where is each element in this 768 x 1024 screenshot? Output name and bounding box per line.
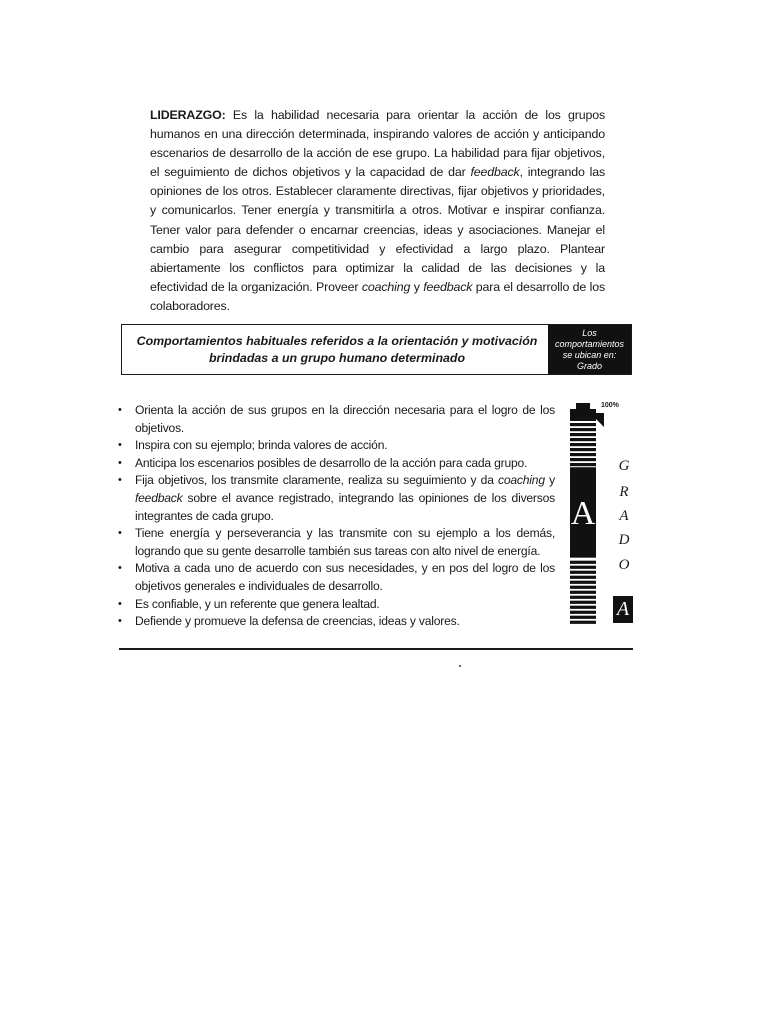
gauge-stripe [570, 571, 596, 574]
behavior-item: • Motiva a cada uno de acuerdo con sus necesidades, y en pos del logro de los objetivos generales e individuales de desarrollo. [118, 561, 555, 593]
grade-note-line4: Grado [576, 360, 602, 371]
gauge-stripe [570, 453, 596, 456]
intro-text-2: , integrando las opiniones de los otros. Establecer claramente directivas, fijar objetivos y prioridades, y comunicarlos. Tener energía y transmitirla a otros. Motivar e inspirar confianza. Tener valor para defender o encarnar creencias, ideas y asociaciones. Manejar el cambio para asegurar competitividad y efectividad a largo plazo. Plantear abiertamente los conflictos para optimizar la calidad de las decisiones y la efectividad de la organización. Proveer [150, 165, 605, 294]
gauge-stripe [570, 443, 596, 446]
behaviors-list [118, 402, 555, 631]
intro-em-coaching: coaching [361, 279, 411, 294]
bottom-divider [119, 648, 633, 650]
gauge-stripe [570, 606, 596, 609]
gauge-stripe [570, 616, 596, 619]
grade-note-line1: Los [582, 327, 597, 338]
grado-letter-r: R [619, 484, 629, 500]
intro-text-4: para el desarrollo de los colaboradores. [150, 279, 605, 313]
bullet-icon: • [118, 474, 122, 487]
intro-text-3: y [410, 279, 424, 294]
gauge-level-letter: A [570, 495, 596, 532]
bullet-icon: • [118, 562, 122, 575]
gauge-stripe [570, 423, 596, 426]
behaviors-title-line2: brindadas a un grupo humano determinado [208, 351, 466, 365]
intro-em-feedback-2: feedback [423, 279, 473, 294]
intro-em-feedback: feedback [470, 165, 520, 180]
grado-letter-g: G [618, 458, 630, 474]
gauge-stripe [570, 601, 596, 604]
gauge-stripe [570, 458, 596, 461]
grade-note-line2: comportamientos [554, 338, 625, 349]
intro-paragraph [150, 106, 605, 316]
intro-term: LIDERAZGO: [150, 108, 226, 122]
gauge-stripe [570, 448, 596, 451]
behavior-item: • Anticipa los escenarios posibles de desarrollo de la acción para cada grupo. [118, 455, 555, 473]
behavior-item: • Inspira con su ejemplo; brinda valores de acción. [118, 437, 555, 455]
scan-speck [459, 665, 461, 667]
grade-note-line3: se ubican en: [562, 349, 617, 360]
gauge-stripe [570, 621, 596, 624]
grado-letter-o: O [618, 557, 630, 573]
grado-letter-d: D [618, 532, 630, 548]
gauge-stripe [570, 581, 596, 584]
bullet-icon: • [118, 456, 122, 469]
bullet-icon: • [118, 404, 122, 416]
gauge-stripe [570, 463, 596, 466]
gauge-stripe [570, 596, 596, 599]
behaviors-header [121, 324, 632, 375]
gauge-stripe [570, 566, 596, 569]
behavior-item: • Defiende y promueve la defensa de creencias, ideas y valores. [118, 613, 555, 631]
bullet-icon: • [118, 597, 122, 610]
gauge-stripe [570, 561, 596, 564]
bullet-icon: • [118, 439, 122, 452]
behaviors-title [126, 333, 548, 367]
gauge-stripe [570, 438, 596, 441]
behavior-item: • Orienta la acción de sus grupos en la dirección necesaria para el logro de los objetivos. [118, 403, 555, 435]
bullet-icon: • [118, 615, 122, 628]
intro-text-1: Es la habilidad necesaria para orientar la acción de los grupos humanos en una dirección determinada, inspirando valores de acción y anticipando escenarios de desarrollo de la acción de ese grupo. La habilidad para fijar objetivos, el seguimiento de dichos objetivos y la capacidad de dar [150, 108, 605, 180]
behavior-item: • Tiene energía y perseverancia y las transmite con su ejemplo a los demás, logrando que su gente desarrolle también sus tareas con alto nivel de energía. [118, 526, 555, 558]
gauge-stripe [570, 576, 596, 579]
gauge-stripe [570, 591, 596, 594]
behavior-item: • Es confiable, y un referente que genera lealtad. [118, 596, 555, 614]
grado-letter-a: A [619, 508, 629, 524]
behavior-item: • Fija objetivos, los transmite claramente, realiza su seguimiento y da coaching y feedback sobre el avance registrado, integrando las opiniones de los diversos integrantes de cada grupo. [118, 473, 555, 523]
gauge-stripe [570, 428, 596, 431]
grade-note-panel [548, 325, 631, 374]
gauge-stripe [570, 611, 596, 614]
grade-gauge [570, 403, 604, 624]
behaviors-title-line1: Comportamientos habituales referidos a la orientación y motivación [136, 334, 538, 348]
gauge-stripe [570, 586, 596, 589]
grado-value-box: A [613, 596, 633, 623]
gauge-top-label: 100% [601, 402, 619, 409]
bullet-icon: • [118, 527, 122, 540]
gauge-stripe [570, 433, 596, 436]
